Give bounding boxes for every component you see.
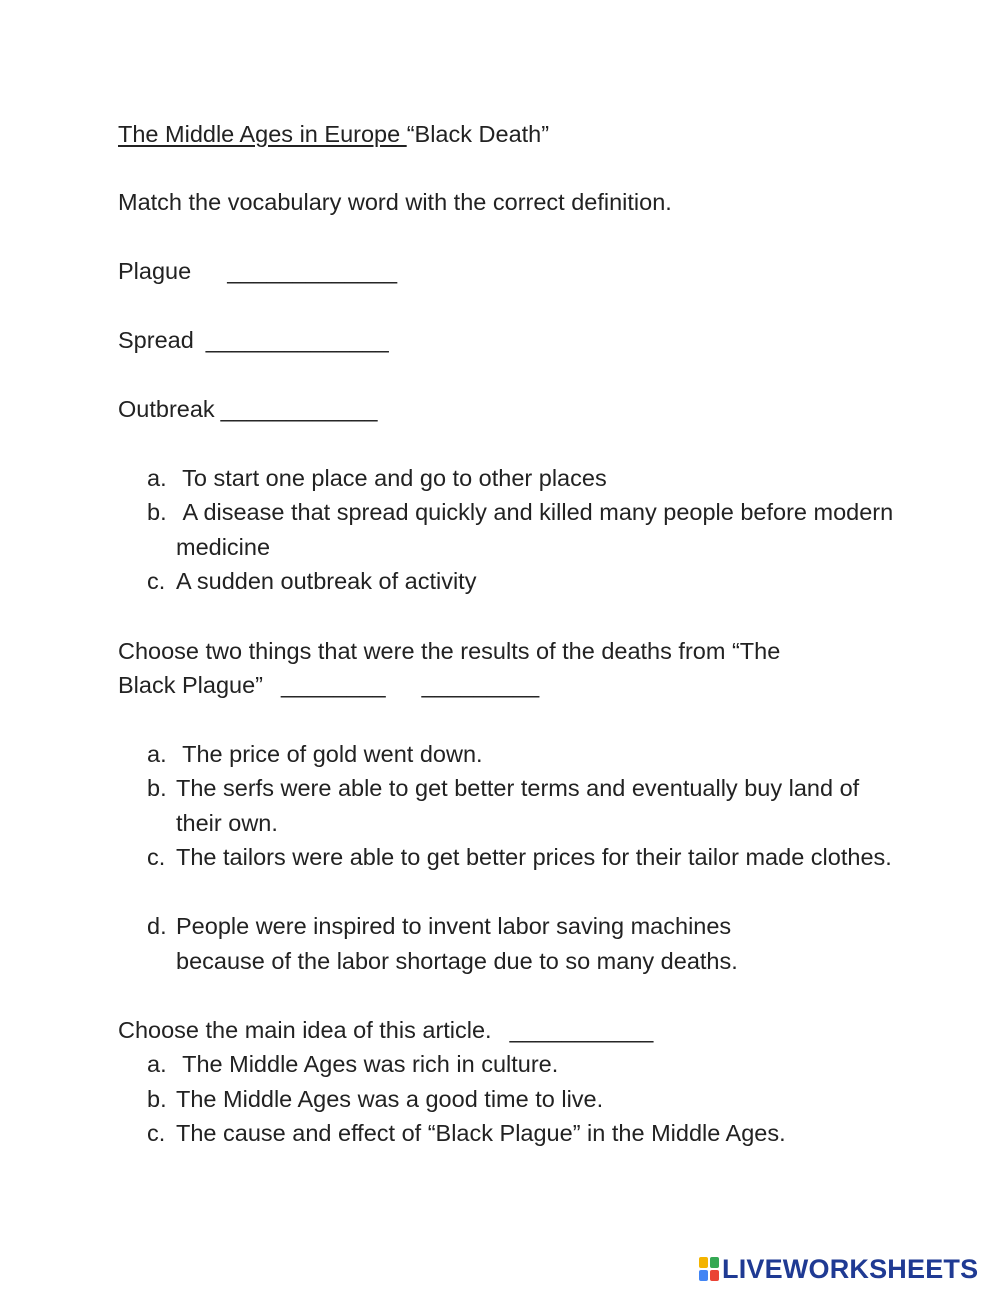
result-text: The serfs were able to get better terms and eventually buy land of their own. xyxy=(176,775,860,836)
definition-item xyxy=(147,461,907,496)
list-marker: a. xyxy=(147,465,167,491)
worksheet-title xyxy=(118,117,549,151)
result-text: People were inspired to invent labor saving machines because of the labor shortage due to so many deaths. xyxy=(176,913,738,974)
result-item xyxy=(147,840,907,875)
main-idea-item xyxy=(147,1082,907,1117)
result-text: The tailors were able to get better prices for their tailor made clothes. xyxy=(176,844,892,870)
vocab-word: Spread xyxy=(118,327,194,353)
definition-item xyxy=(147,564,907,599)
list-marker: b. xyxy=(147,775,167,801)
definition-item xyxy=(147,495,907,564)
logo-square-icon xyxy=(710,1270,719,1281)
answer-blank[interactable]: ______________ xyxy=(205,327,389,353)
main-idea-text: The Middle Ages was a good time to live. xyxy=(176,1086,604,1112)
answer-blank[interactable]: ___________ xyxy=(509,1017,654,1043)
list-marker: d. xyxy=(147,913,167,939)
answer-blank[interactable]: ________ xyxy=(281,672,386,698)
question-3-text: Choose the main idea of this article. xyxy=(118,1017,492,1043)
result-item xyxy=(147,771,907,840)
vocab-row-spread xyxy=(118,323,389,357)
logo-square-icon xyxy=(699,1270,708,1281)
title-underlined: The Middle Ages in Europe xyxy=(118,121,407,147)
list-marker: a. xyxy=(147,1051,167,1077)
main-idea-item xyxy=(147,1047,907,1082)
liveworksheets-logo xyxy=(698,1254,978,1284)
definition-text: To start one place and go to other places xyxy=(176,465,607,491)
answer-blank[interactable]: ____________ xyxy=(220,396,378,422)
list-marker: c. xyxy=(147,1120,166,1146)
question-3 xyxy=(118,1013,653,1047)
vocab-row-outbreak xyxy=(118,392,378,426)
instructions: Match the vocabulary word with the correct definition. xyxy=(118,189,672,215)
list-marker: a. xyxy=(147,741,167,767)
logo-square-icon xyxy=(710,1257,719,1268)
list-marker: c. xyxy=(147,568,166,594)
definition-text: A disease that spread quickly and killed many people before modern medicine xyxy=(176,499,900,560)
question-2-line-1: Choose two things that were the results of the deaths from “The xyxy=(118,638,781,664)
list-marker: c. xyxy=(147,844,166,870)
vocab-word: Outbreak xyxy=(118,396,215,422)
answer-blank[interactable]: _____________ xyxy=(227,258,398,284)
result-item xyxy=(147,909,907,978)
question-2-line-2 xyxy=(118,668,539,702)
answer-blank[interactable]: _________ xyxy=(421,672,540,698)
liveworksheets-logo-icon xyxy=(698,1256,720,1282)
vocab-row-plague xyxy=(118,254,397,288)
result-text: The price of gold went down. xyxy=(176,741,483,767)
definition-text: A sudden outbreak of activity xyxy=(176,568,477,594)
main-idea-text: The Middle Ages was rich in culture. xyxy=(176,1051,559,1077)
list-marker: b. xyxy=(147,1086,167,1112)
logo-square-icon xyxy=(699,1257,708,1268)
main-idea-text: The cause and effect of “Black Plague” in the Middle Ages. xyxy=(176,1120,786,1146)
logo-text: LIVEWORKSHEETS xyxy=(722,1254,979,1284)
question-2-text: Black Plague” xyxy=(118,672,263,698)
list-marker: b. xyxy=(147,499,167,525)
result-item xyxy=(147,737,907,772)
title-rest: “Black Death” xyxy=(406,121,550,147)
vocab-word: Plague xyxy=(118,258,192,284)
main-idea-item xyxy=(147,1116,907,1151)
